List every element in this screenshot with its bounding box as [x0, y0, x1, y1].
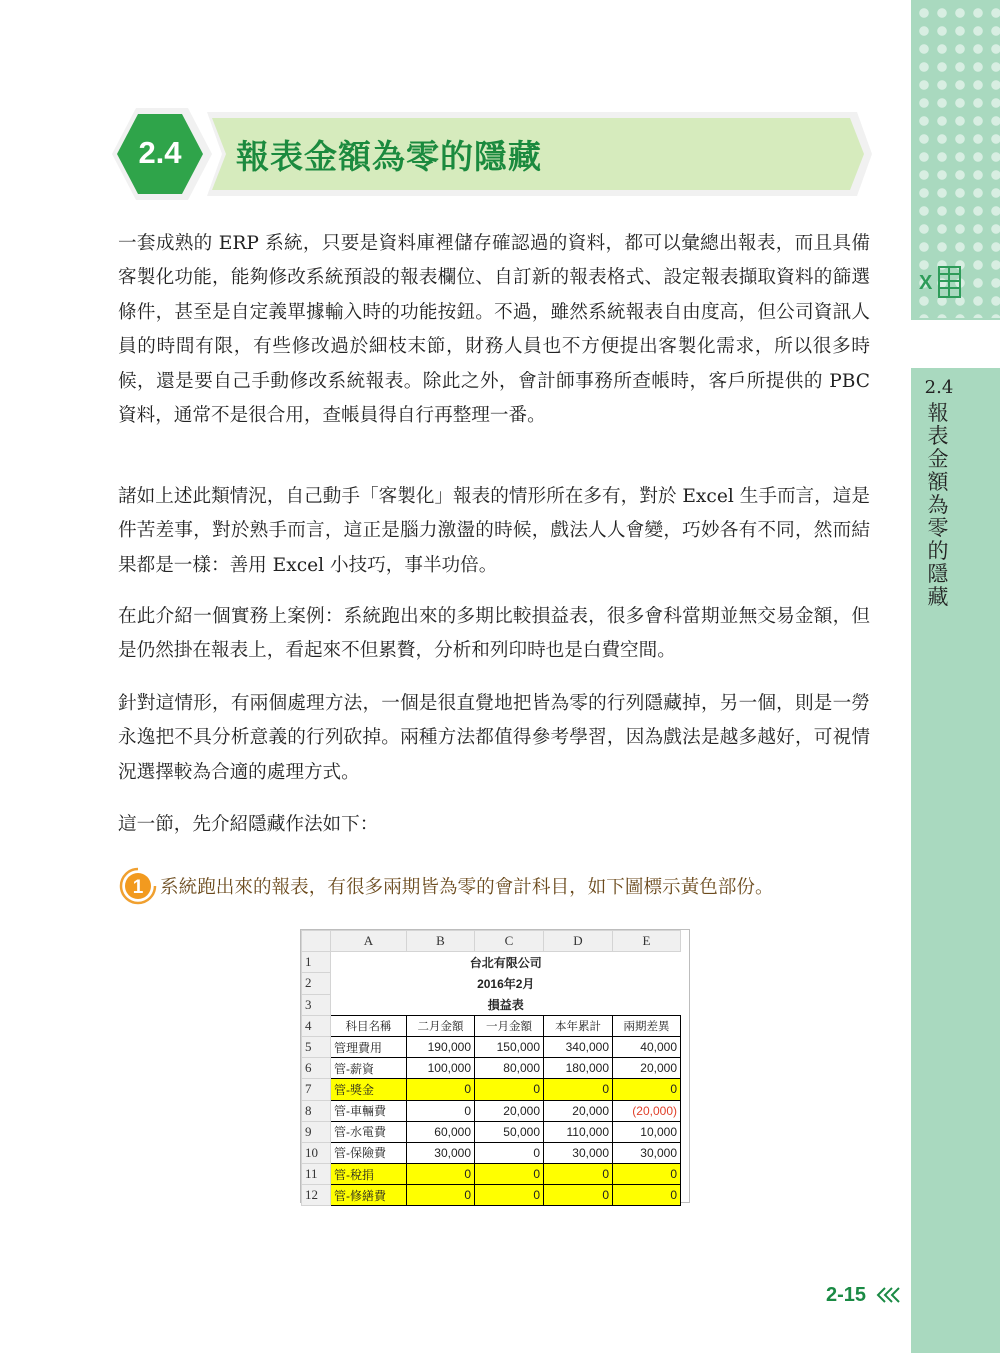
- select-all-corner[interactable]: [302, 931, 331, 952]
- step-number: 1: [132, 877, 144, 898]
- header-cell[interactable]: 一月金額: [475, 1015, 544, 1036]
- side-section-number: 2.4: [924, 377, 954, 398]
- paragraph: 這一節，先介紹隱藏作法如下：: [118, 814, 379, 835]
- spreadsheet-table: [301, 930, 681, 1206]
- table-row: [302, 952, 681, 973]
- paragraph: 一套成熟的 ERP 系統，只要是資料庫裡儲存確認過的資料，都可以彙總出報表，而且具備客製化功能，能夠修改系統預設的報表欄位、自訂新的報表格式、設定報表擷取資料的篩選條件，甚至是自定義單據輸入時的功能按鈕。不過，雖然系統報表自由度高，但公司資訊人員的時間有限，有些修改過於細枝末節，財務人員也不方便提出客製化需求，所以很多時候，還是要自己手動修改系統報表。除此之外，會計師事務所查帳時，客戶所提供的 PBC 資料，通常不是很合用，查帳員得自行再整理一番。: [118, 233, 870, 427]
- table-row: [302, 1100, 681, 1121]
- period-title-cell[interactable]: 2016年2月: [477, 976, 535, 991]
- amount-cell[interactable]: 30,000: [544, 1142, 613, 1163]
- column-header[interactable]: A: [331, 931, 407, 952]
- amount-cell[interactable]: 0: [475, 1142, 544, 1163]
- amount-cell[interactable]: (20,000): [613, 1100, 681, 1121]
- amount-cell[interactable]: 0: [407, 1164, 475, 1185]
- report-title-cell[interactable]: 損益表: [487, 997, 524, 1012]
- amount-cell[interactable]: 190,000: [407, 1036, 475, 1057]
- spreadsheet-figure: [300, 929, 690, 1203]
- header-cell[interactable]: 二月金額: [407, 1015, 475, 1036]
- amount-cell[interactable]: 80,000: [475, 1058, 544, 1079]
- amount-cell[interactable]: 20,000: [544, 1100, 613, 1121]
- amount-cell[interactable]: 20,000: [475, 1100, 544, 1121]
- header-cell[interactable]: 科目名稱: [331, 1015, 407, 1036]
- amount-cell[interactable]: 0: [613, 1079, 681, 1100]
- table-row: [302, 1164, 681, 1185]
- amount-cell[interactable]: 100,000: [407, 1058, 475, 1079]
- column-header[interactable]: C: [475, 931, 544, 952]
- amount-cell[interactable]: 0: [544, 1079, 613, 1100]
- row-header[interactable]: 2: [302, 973, 331, 994]
- amount-cell[interactable]: 10,000: [613, 1121, 681, 1142]
- row-header[interactable]: 3: [302, 994, 331, 1015]
- step-text: 系統跑出來的報表，有很多兩期皆為零的會計科目，如下圖標示黃色部份。: [160, 877, 774, 898]
- paragraph: 諸如上述此類情況，自己動手「客製化」報表的情形所在多有，對於 Excel 生手而言，這是件苦差事，對於熟手而言，這正是腦力激盪的時候，戲法人人會變，巧妙各有不同，然而結果都是一樣：善用 Excel 小技巧，事半功倍。: [118, 486, 870, 576]
- amount-cell[interactable]: 340,000: [544, 1036, 613, 1057]
- amount-cell[interactable]: 0: [475, 1164, 544, 1185]
- row-header[interactable]: 12: [302, 1185, 331, 1206]
- row-header[interactable]: 6: [302, 1058, 331, 1079]
- row-header[interactable]: 11: [302, 1164, 331, 1185]
- amount-cell[interactable]: 20,000: [613, 1058, 681, 1079]
- amount-cell[interactable]: 30,000: [613, 1142, 681, 1163]
- column-header[interactable]: D: [544, 931, 613, 952]
- amount-cell[interactable]: 0: [475, 1185, 544, 1206]
- amount-cell[interactable]: 0: [613, 1164, 681, 1185]
- header-cell[interactable]: 本年累計: [544, 1015, 613, 1036]
- table-row: [302, 1058, 681, 1079]
- table-row: [302, 1142, 681, 1163]
- row-header[interactable]: 4: [302, 1015, 331, 1036]
- row-header[interactable]: 7: [302, 1079, 331, 1100]
- amount-cell[interactable]: 0: [475, 1079, 544, 1100]
- account-name-cell[interactable]: 管-車輛費: [331, 1100, 407, 1121]
- amount-cell[interactable]: 30,000: [407, 1142, 475, 1163]
- account-name-cell[interactable]: 管理費用: [331, 1036, 407, 1057]
- section-number: 2.4: [138, 135, 182, 170]
- column-header[interactable]: B: [407, 931, 475, 952]
- double-chevron-left-icon: [876, 1286, 902, 1304]
- table-row: [302, 1121, 681, 1142]
- row-header[interactable]: 10: [302, 1142, 331, 1163]
- row-header[interactable]: 8: [302, 1100, 331, 1121]
- table-row: [302, 994, 681, 1015]
- amount-cell[interactable]: 50,000: [475, 1121, 544, 1142]
- account-name-cell[interactable]: 管-水電費: [331, 1121, 407, 1142]
- row-header[interactable]: 9: [302, 1121, 331, 1142]
- account-name-cell[interactable]: 管-薪資: [331, 1058, 407, 1079]
- amount-cell[interactable]: 0: [407, 1100, 475, 1121]
- amount-cell[interactable]: 60,000: [407, 1121, 475, 1142]
- amount-cell[interactable]: 110,000: [544, 1121, 613, 1142]
- table-row: [302, 973, 681, 994]
- amount-cell[interactable]: 0: [407, 1079, 475, 1100]
- table-row: [302, 1036, 681, 1057]
- paragraph: 在此介紹一個實務上案例：系統跑出來的多期比較損益表，很多會科當期並無交易金額，但是仍然掛在報表上，看起來不但累贅，分析和列印時也是白費空間。: [118, 606, 870, 662]
- column-header-row: [302, 931, 681, 952]
- column-header[interactable]: E: [613, 931, 681, 952]
- amount-cell[interactable]: 180,000: [544, 1058, 613, 1079]
- side-tab-band: [911, 318, 1000, 370]
- amount-cell[interactable]: 150,000: [475, 1036, 544, 1057]
- table-header-row: [302, 1015, 681, 1036]
- page-number: 2-15: [826, 1284, 867, 1306]
- side-tab: [911, 0, 1000, 1353]
- amount-cell[interactable]: 0: [544, 1164, 613, 1185]
- account-name-cell[interactable]: 管-修繕費: [331, 1185, 407, 1206]
- row-header[interactable]: 1: [302, 952, 331, 973]
- excel-icon: [913, 258, 963, 302]
- amount-cell[interactable]: 0: [613, 1185, 681, 1206]
- company-title-cell[interactable]: 台北有限公司: [469, 956, 542, 971]
- table-row: [302, 1185, 681, 1206]
- svg-text:X: X: [919, 272, 933, 294]
- side-section-title: 報表金額為零的隱藏: [927, 401, 949, 609]
- step-number-badge: [118, 866, 158, 906]
- amount-cell[interactable]: 0: [407, 1185, 475, 1206]
- account-name-cell[interactable]: 管-稅捐: [331, 1164, 407, 1185]
- amount-cell[interactable]: 0: [544, 1185, 613, 1206]
- paragraph: 針對這情形，有兩個處理方法，一個是很直覺地把皆為零的行列隱藏掉，另一個，則是一勞永逸把不具分析意義的行列砍掉。兩種方法都值得參考學習，因為戲法是越多越好，可視情況選擇較為合適的處理方式。: [118, 693, 870, 783]
- table-row: [302, 1079, 681, 1100]
- amount-cell[interactable]: 40,000: [613, 1036, 681, 1057]
- page-title: 報表金額為零的隱藏: [236, 137, 542, 176]
- header-cell[interactable]: 兩期差異: [613, 1015, 681, 1036]
- step-item: [118, 866, 898, 906]
- row-header[interactable]: 5: [302, 1036, 331, 1057]
- account-name-cell[interactable]: 管-獎金: [331, 1079, 407, 1100]
- account-name-cell[interactable]: 管-保險費: [331, 1142, 407, 1163]
